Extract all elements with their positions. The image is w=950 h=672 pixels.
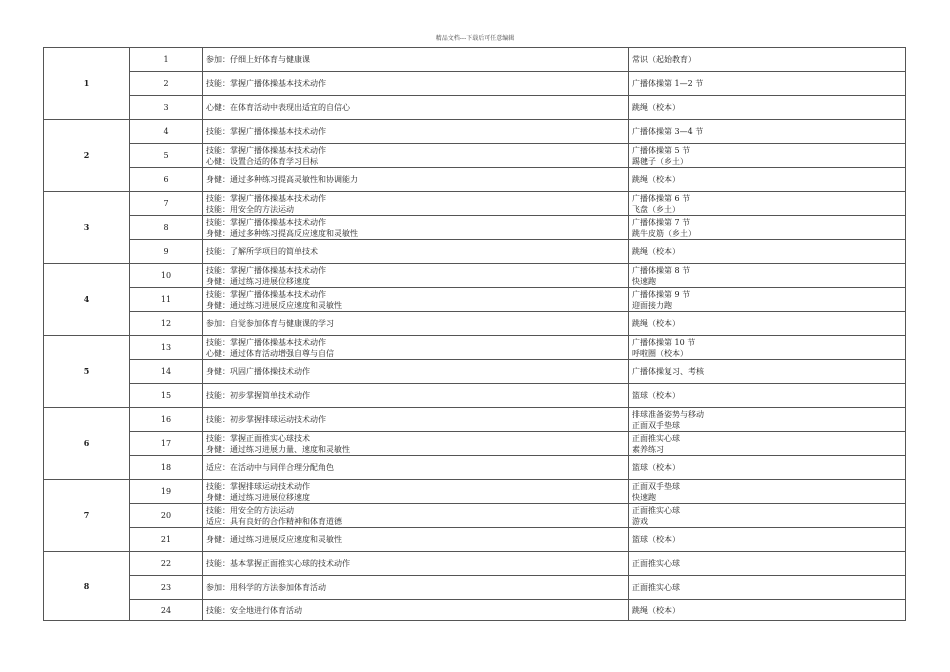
content-cell [629, 456, 906, 480]
goal-line: 参加：用科学的方法参加体育活动 [206, 583, 326, 592]
content-line: 跳绳（校本） [632, 103, 680, 112]
lesson-number-cell: 3 [130, 96, 203, 120]
content-line: 跳绳（校本） [632, 319, 680, 328]
table-row [44, 240, 906, 264]
goal-line: 技能：掌握广播体操基本技术动作 [206, 127, 326, 136]
content-line: 正面推实心球 [632, 433, 680, 443]
goal-cell [203, 336, 629, 360]
goal-line: 参加：仔细上好体育与健康课 [206, 55, 310, 64]
content-cell [629, 360, 906, 384]
goal-cell [203, 240, 629, 264]
content-line: 正面双手垫球 [632, 481, 680, 491]
lesson-number-cell: 19 [130, 480, 203, 504]
goal-line: 技能：用安全的方法运动 [206, 204, 294, 214]
goal-line: 技能：掌握广播体操基本技术动作 [206, 193, 326, 203]
goal-cell [203, 504, 629, 528]
table-row [44, 456, 906, 480]
content-cell [629, 240, 906, 264]
goal-line: 身健：通过练习进展位移速度 [206, 492, 310, 502]
lesson-number-cell: 6 [130, 168, 203, 192]
week-cell: 4 [44, 264, 130, 336]
content-cell [629, 288, 906, 312]
goal-line: 技能：掌握广播体操基本技术动作 [206, 79, 326, 88]
lesson-number-cell: 22 [130, 552, 203, 576]
plan-table-body [44, 48, 906, 621]
content-cell [629, 168, 906, 192]
content-line: 素养练习 [632, 444, 664, 454]
goal-line: 身健：通过多种练习提高反应速度和灵敏性 [206, 228, 358, 238]
week-cell: 1 [44, 48, 130, 120]
goal-line: 技能：初步掌握简单技术动作 [206, 391, 310, 400]
goal-line: 心健：在体育活动中表现出适宜的自信心 [206, 103, 350, 112]
table-row [44, 504, 906, 528]
content-cell [629, 72, 906, 96]
lesson-number-cell: 5 [130, 144, 203, 168]
content-line: 常识（起始教育） [632, 55, 696, 64]
content-cell [629, 552, 906, 576]
content-line: 快速跑 [632, 276, 656, 286]
content-line: 篮球（校本） [632, 391, 680, 400]
lesson-number-cell: 9 [130, 240, 203, 264]
content-cell [629, 216, 906, 240]
content-cell [629, 264, 906, 288]
week-cell: 3 [44, 192, 130, 264]
lesson-number-cell: 4 [130, 120, 203, 144]
lesson-number-cell: 21 [130, 528, 203, 552]
goal-line: 技能：基本掌握正面推实心球的技术动作 [206, 559, 350, 568]
content-cell [629, 480, 906, 504]
week-cell: 8 [44, 552, 130, 621]
content-line: 跳牛皮筋（乡土） [632, 228, 696, 238]
goal-line: 适应：在活动中与同伴合理分配角色 [206, 463, 334, 472]
content-cell [629, 576, 906, 600]
content-cell [629, 120, 906, 144]
goal-cell [203, 528, 629, 552]
goal-line: 身健：通过练习进展反应速度和灵敏性 [206, 300, 342, 310]
goal-cell [203, 96, 629, 120]
lesson-number-cell: 24 [130, 600, 203, 621]
goal-line: 身健：通过练习进展位移速度 [206, 276, 310, 286]
goal-cell [203, 576, 629, 600]
table-row [44, 408, 906, 432]
lesson-number-cell: 2 [130, 72, 203, 96]
goal-line: 心健：通过体育活动增强自尊与自信 [206, 348, 334, 358]
goal-cell [203, 456, 629, 480]
content-line: 踢毽子（乡土） [632, 156, 688, 166]
goal-cell [203, 552, 629, 576]
table-row [44, 576, 906, 600]
content-cell [629, 528, 906, 552]
table-row [44, 120, 906, 144]
goal-line: 技能：安全地进行体育活动 [206, 605, 302, 615]
content-cell [629, 432, 906, 456]
goal-line: 身健：通过练习进展反应速度和灵敏性 [206, 535, 342, 544]
lesson-number-cell: 18 [130, 456, 203, 480]
content-line: 广播体操第 5 节 [632, 145, 691, 155]
content-line: 广播体操第 6 节 [632, 193, 691, 203]
table-row [44, 360, 906, 384]
lesson-number-cell: 1 [130, 48, 203, 72]
content-line: 呼啦圈（校本） [632, 348, 688, 358]
lesson-number-cell: 23 [130, 576, 203, 600]
table-row [44, 528, 906, 552]
page-header: 精品文档---下载后可任意编辑 [435, 35, 515, 42]
goal-line: 技能：用安全的方法运动 [206, 505, 294, 515]
goal-line: 技能：掌握广播体操基本技术动作 [206, 289, 326, 299]
content-line: 游戏 [632, 516, 648, 526]
goal-line: 技能：掌握广播体操基本技术动作 [206, 145, 326, 155]
content-cell [629, 48, 906, 72]
lesson-number-cell: 10 [130, 264, 203, 288]
goal-cell [203, 48, 629, 72]
content-line: 广播体操第 3—4 节 [632, 127, 704, 136]
content-line: 正面推实心球 [632, 559, 680, 568]
table-row [44, 480, 906, 504]
content-line: 跳绳（校本） [632, 175, 680, 184]
goal-cell [203, 72, 629, 96]
week-cell: 7 [44, 480, 130, 552]
content-line: 飞盘（乡土） [632, 204, 680, 214]
table-row [44, 312, 906, 336]
goal-cell [203, 432, 629, 456]
table-row [44, 288, 906, 312]
content-line: 跳绳（校本） [632, 247, 680, 256]
week-cell: 5 [44, 336, 130, 408]
content-cell [629, 336, 906, 360]
content-line: 广播体操复习、考核 [632, 367, 704, 376]
goal-cell [203, 384, 629, 408]
content-cell [629, 384, 906, 408]
table-row [44, 384, 906, 408]
goal-line: 技能：掌握正面推实心球技术 [206, 433, 310, 443]
teaching-plan-table [43, 47, 906, 621]
lesson-number-cell: 15 [130, 384, 203, 408]
table-row [44, 144, 906, 168]
content-cell [629, 600, 906, 621]
content-cell [629, 408, 906, 432]
goal-cell [203, 144, 629, 168]
content-cell [629, 504, 906, 528]
goal-line: 技能：掌握广播体操基本技术动作 [206, 265, 326, 275]
content-cell [629, 144, 906, 168]
goal-line: 心健：设置合适的体育学习目标 [206, 156, 318, 166]
lesson-number-cell: 14 [130, 360, 203, 384]
table-row [44, 552, 906, 576]
table-row [44, 72, 906, 96]
content-cell [629, 96, 906, 120]
content-cell [629, 312, 906, 336]
content-line: 广播体操第 10 节 [632, 337, 696, 347]
goal-line: 技能：掌握广播体操基本技术动作 [206, 217, 326, 227]
goal-cell [203, 168, 629, 192]
goal-line: 身健：巩固广播体操技术动作 [206, 367, 310, 376]
goal-cell [203, 408, 629, 432]
lesson-number-cell: 20 [130, 504, 203, 528]
goal-cell [203, 312, 629, 336]
content-line: 跳绳（校本） [632, 605, 680, 615]
goal-line: 技能：掌握排球运动技术动作 [206, 481, 310, 491]
goal-line: 技能：了解所学项目的简单技术 [206, 247, 318, 256]
table-row [44, 600, 906, 621]
content-line: 广播体操第 8 节 [632, 265, 691, 275]
goal-line: 参加：自觉参加体育与健康课的学习 [206, 319, 334, 328]
table-row [44, 336, 906, 360]
lesson-number-cell: 8 [130, 216, 203, 240]
goal-cell [203, 360, 629, 384]
lesson-number-cell: 13 [130, 336, 203, 360]
goal-cell [203, 288, 629, 312]
table-row [44, 432, 906, 456]
content-line: 快速跑 [632, 492, 656, 502]
goal-line: 技能：掌握广播体操基本技术动作 [206, 337, 326, 347]
table-row [44, 96, 906, 120]
goal-line: 身健：通过多种练习提高灵敏性和协调能力 [206, 175, 358, 184]
content-line: 正面推实心球 [632, 505, 680, 515]
content-line: 广播体操第 7 节 [632, 217, 691, 227]
goal-cell [203, 192, 629, 216]
table-row [44, 264, 906, 288]
goal-line: 身健：通过练习进展力量、速度和灵敏性 [206, 444, 350, 454]
content-line: 迎面接力跑 [632, 300, 672, 310]
content-line: 正面推实心球 [632, 583, 680, 592]
table-row [44, 48, 906, 72]
goal-cell [203, 600, 629, 621]
goal-cell [203, 120, 629, 144]
lesson-number-cell: 17 [130, 432, 203, 456]
goal-cell [203, 264, 629, 288]
lesson-number-cell: 7 [130, 192, 203, 216]
week-cell: 6 [44, 408, 130, 480]
goal-cell [203, 480, 629, 504]
table-row [44, 168, 906, 192]
goal-line: 技能：初步掌握排球运动技术动作 [206, 415, 326, 424]
lesson-number-cell: 12 [130, 312, 203, 336]
week-cell: 2 [44, 120, 130, 192]
lesson-number-cell: 16 [130, 408, 203, 432]
table-row [44, 192, 906, 216]
table-row [44, 216, 906, 240]
content-line: 广播体操第 9 节 [632, 289, 691, 299]
content-line: 排球准备姿势与移动 [632, 409, 704, 419]
content-line: 广播体操第 1—2 节 [632, 79, 704, 88]
goal-line: 适应：具有良好的合作精神和体育道德 [206, 516, 342, 526]
lesson-number-cell: 11 [130, 288, 203, 312]
content-line: 正面双手垫球 [632, 420, 680, 430]
goal-cell [203, 216, 629, 240]
content-line: 篮球（校本） [632, 463, 680, 472]
content-cell [629, 192, 906, 216]
content-line: 篮球（校本） [632, 535, 680, 544]
